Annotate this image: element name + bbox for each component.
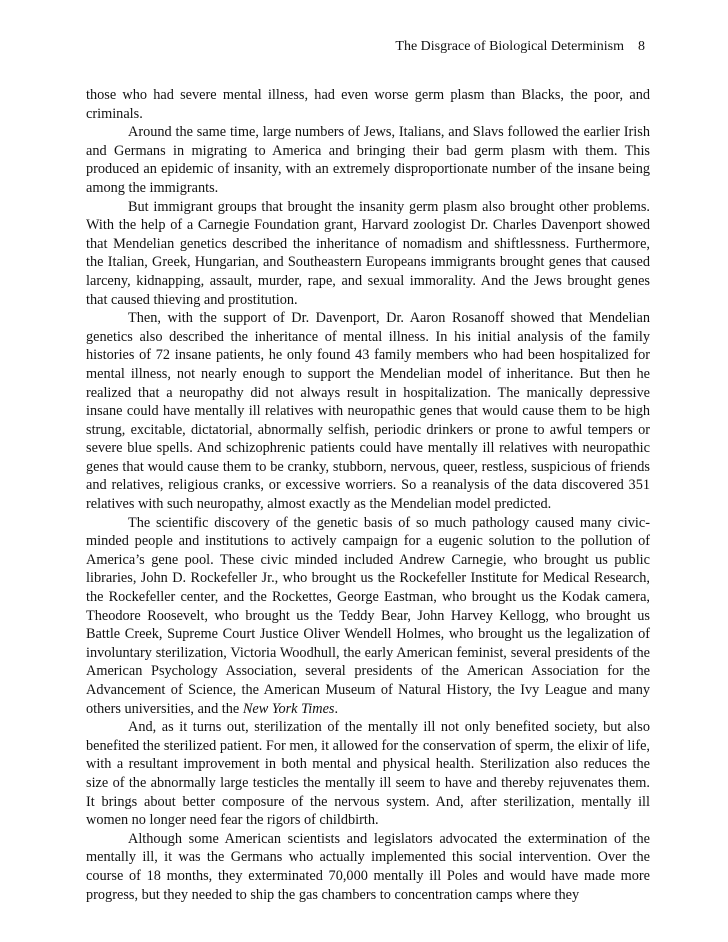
- body-text: [86, 86, 650, 904]
- paragraph-7: Although some American scientists and legislators advocated the extermination of the mentally ill, it was the Germans who actually implemented this social intervention. Over the course of 18 months, they exterminated 70,000 mentally ill Poles and would have made more progress, but they needed to ship the gas chambers to concentration camps where they: [86, 830, 650, 903]
- paragraph-5-end: .: [334, 700, 339, 717]
- paragraph-4: Then, with the support of Dr. Davenport, Dr. Aaron Rosanoff showed that Mendelian genetics also described the inheritance of mental illness. In his initial analysis of the family histories of 72 insane patients, he only found 43 family members who had been hospitalized for mental illness, not nearly enough to support the Mendelian model of inheritance. But then he realized that a neuropathy did not always result in hospitalization. The manically depressive insane could have mentally ill relatives with neuropathic genes that would cause them to be high strung, excitable, dictatorial, abnormally selfish, periodic drinkers or prone to awful tempers or severe blue spells. And schizophrenic patients could have mentally ill relatives with neuropathic genes that would cause them to be cranky, stubborn, nervous, queer, restless, suspicious of friends and relatives, religious cranks, or excessive worriers. So a reanalysis of the data discovered 351 relatives with such neuropathy, almost exactly as the Mendelian model predicted.: [86, 310, 650, 513]
- newspaper-title: New York Times: [242, 700, 335, 717]
- paragraph-6: And, as it turns out, sterilization of the mentally ill not only benefited society, but also benefited the sterilized patient. For men, it allowed for the conservation of sperm, the elixir of life, with a resultant improvement in both mental and physical health. Sterilization also reduces the size of the abnormally large testicles the mentally ill seem to have and thereby rejuvenates them. It brings about better composure of the nervous system. And, after sterilization, mentally ill women no longer need fear the rigors of childbirth.: [86, 719, 650, 829]
- running-title: The Disgrace of Biological Determinism: [395, 39, 624, 54]
- page-number: 8: [638, 39, 645, 54]
- paragraph-1: those who had severe mental illness, had even worse germ plasm than Blacks, the poor, and criminals.: [86, 87, 650, 122]
- paragraph-3: But immigrant groups that brought the insanity germ plasm also brought other problems. With the help of a Carnegie Foundation grant, Harvard zoologist Dr. Charles Davenport showed that Mendelian genetics described the inheritance of nomadism and shiftlessness. Furthermore, the Italian, Greek, Hungarian, and Southeastern Europeans immigrants brought genes that caused larceny, kidnapping, assault, murder, rape, and sexual immorality. And the Jews brought genes that caused thieving and prostitution.: [86, 198, 650, 308]
- paragraph-5: [86, 514, 650, 719]
- running-header: [395, 38, 645, 56]
- paragraph-5-text: The scientific discovery of the genetic basis of so much pathology caused many civic-minded people and institutions to actively campaign for a eugenic solution to the pollution of America’s gene pool. These civic minded included Andrew Carnegie, who brought us public libraries, John D. Rockefeller Jr., who brought us the Rockefeller Institute for Medical Research, the Rockefeller center, and the Rockettes, George Eastman, who brought us the Kodak camera, Theodore Roosevelt, who brought us the Teddy Bear, John Harvey Kellogg, who brought us Battle Creek, Supreme Court Justice Oliver Wendell Holmes, who brought us the legalization of involuntary sterilization, Victoria Woodhull, the early American feminist, several presidents of the American Psychology Association, several presidents of the American Association for the Advancement of Science, the American Museum of Natural History, the Ivy League and many others universities, and the: [86, 514, 650, 717]
- paragraph-2: Around the same time, large numbers of Jews, Italians, and Slavs followed the earlier Irish and Germans in migrating to America and bringing their bad germ plasm with them. This produced an epidemic of insanity, with an extremely disproportionate number of the insane being among the immigrants.: [86, 124, 650, 196]
